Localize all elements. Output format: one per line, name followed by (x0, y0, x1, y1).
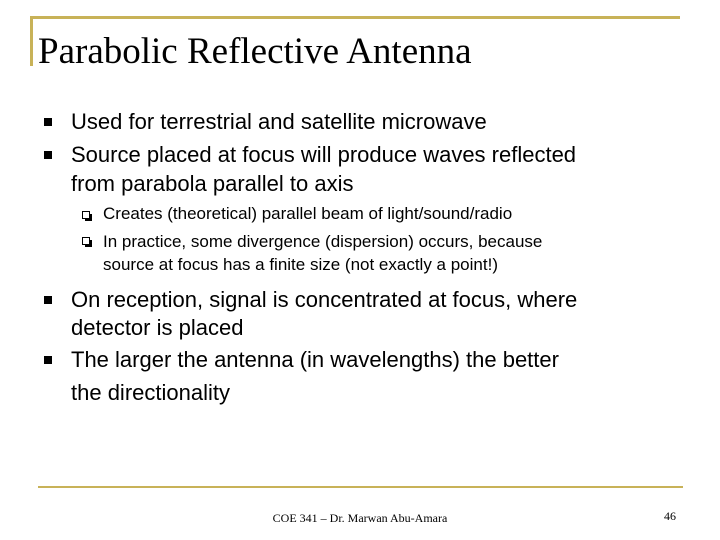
square-bullet-icon (44, 356, 52, 364)
bullet-text: The larger the antenna (in wavelengths) the better (71, 347, 559, 372)
square-bullet-icon (44, 118, 52, 126)
bullet-text: Source placed at focus will produce waves reflected (71, 142, 577, 167)
bullet-text-continued: the directionality (71, 380, 230, 405)
hollow-square-bullet-icon (82, 211, 90, 219)
hollow-square-bullet-icon (82, 237, 90, 245)
title-frame-vertical-line (30, 16, 33, 66)
bullet-text: Used for terrestrial and satellite microwave (71, 109, 487, 134)
sub-bullet-text: Creates (theoretical) parallel beam of light/sound/radio (103, 204, 513, 223)
footer-text: COE 341 – Dr. Marwan Abu-Amara (272, 511, 448, 525)
bullet-text: On reception, signal is concentrated at focus, where (71, 287, 578, 312)
bullet-text-continued: detector is placed (71, 315, 244, 340)
footer-divider (38, 486, 683, 488)
page-number: 46 (664, 509, 676, 523)
sub-bullet-text-continued: source at focus has a finite size (not exactly a point!) (103, 255, 498, 274)
bullet-text-continued: from parabola parallel to axis (71, 171, 354, 196)
title-frame-horizontal-line (30, 16, 680, 19)
sub-bullet-text: In practice, some divergence (dispersion) occurs, because (103, 232, 543, 251)
square-bullet-icon (44, 151, 52, 159)
slide-title: Parabolic Reflective Antenna (38, 31, 472, 72)
square-bullet-icon (44, 296, 52, 304)
